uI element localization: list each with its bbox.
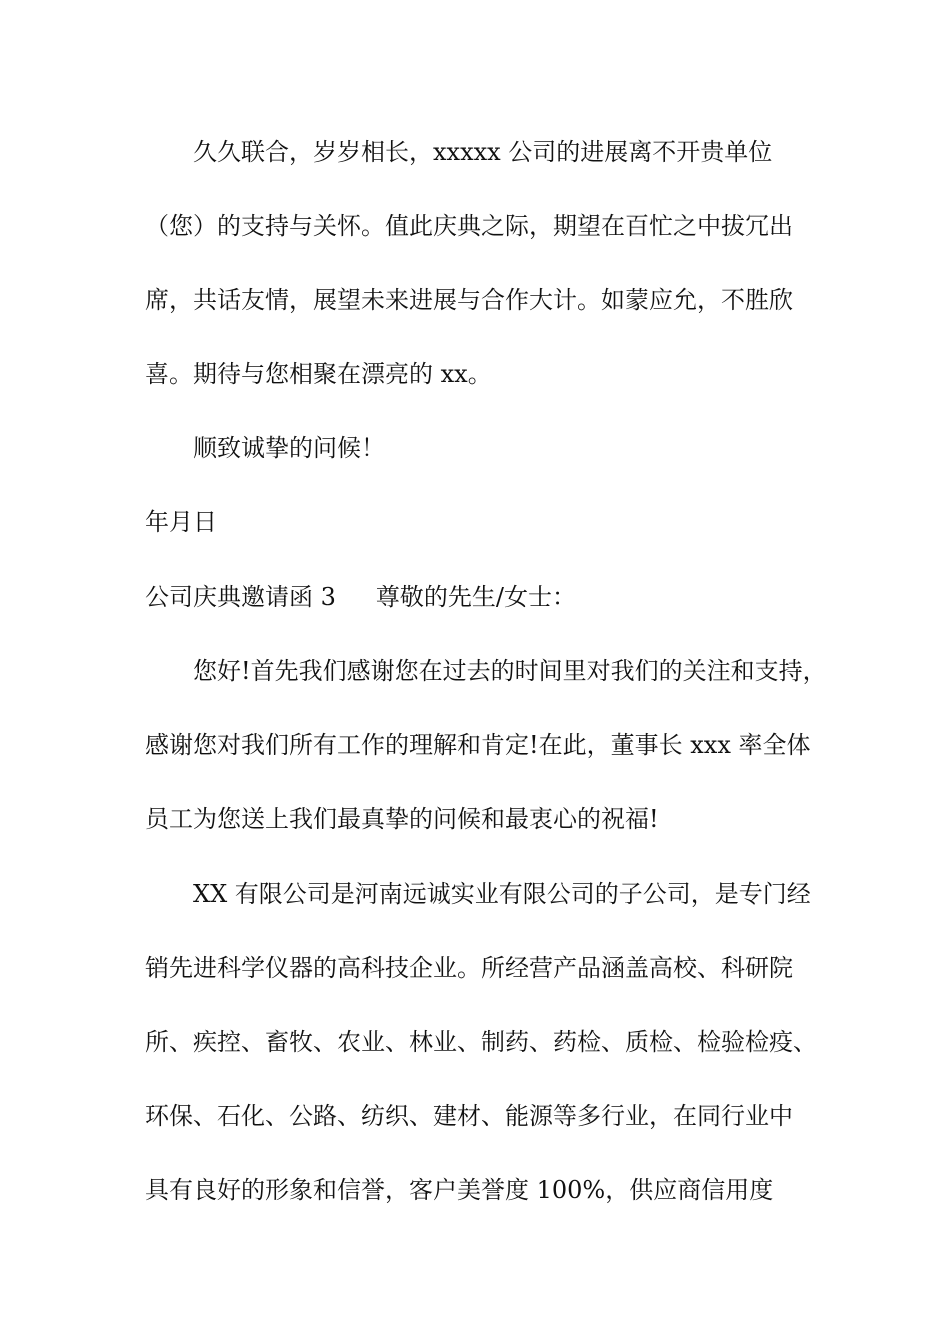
letter-heading xyxy=(145,577,576,617)
paragraph-line-2: （您）的支持与关怀。值此庆典之际，期望在百忙之中拔冗出 xyxy=(145,212,793,240)
paragraph-line-1: 久久联合，岁岁相长，xxxxx 公司的进展离不开贵单位 xyxy=(193,138,773,166)
paragraph-line-4: 喜。期待与您相聚在漂亮的 xx。 xyxy=(145,360,492,388)
date-line: 年月日 xyxy=(145,508,217,536)
closing-greeting: 顺致诚挚的问候！ xyxy=(193,434,385,462)
paragraph-line-12: 具有良好的形象和信誉，客户美誉度 100%，供应商信用度 xyxy=(145,1176,774,1204)
paragraph-line-5: 您好!首先我们感谢您在过去的时间里对我们的关注和支持， xyxy=(193,657,827,685)
paragraph-line-7: 员工为您送上我们最真挚的问候和最衷心的祝福! xyxy=(145,805,659,833)
paragraph-line-9: 销先进科学仪器的高科技企业。所经营产品涵盖高校、科研院 xyxy=(145,954,793,982)
paragraph-line-6: 感谢您对我们所有工作的理解和肯定!在此，董事长 xxx 率全体 xyxy=(145,731,811,759)
paragraph-line-3: 席，共话友情，展望未来进展与合作大计。如蒙应允，不胜欣 xyxy=(145,286,793,314)
paragraph-line-11: 环保、石化、公路、纺织、建材、能源等多行业，在同行业中 xyxy=(145,1102,793,1130)
letter-title: 公司庆典邀请函 3 xyxy=(145,583,336,611)
salutation: 尊敬的先生/女士： xyxy=(375,583,576,611)
paragraph-line-8: XX 有限公司是河南远诚实业有限公司的子公司，是专门经 xyxy=(193,880,811,908)
paragraph-line-10: 所、疾控、畜牧、农业、林业、制药、药检、质检、检验检疫、 xyxy=(145,1028,817,1056)
